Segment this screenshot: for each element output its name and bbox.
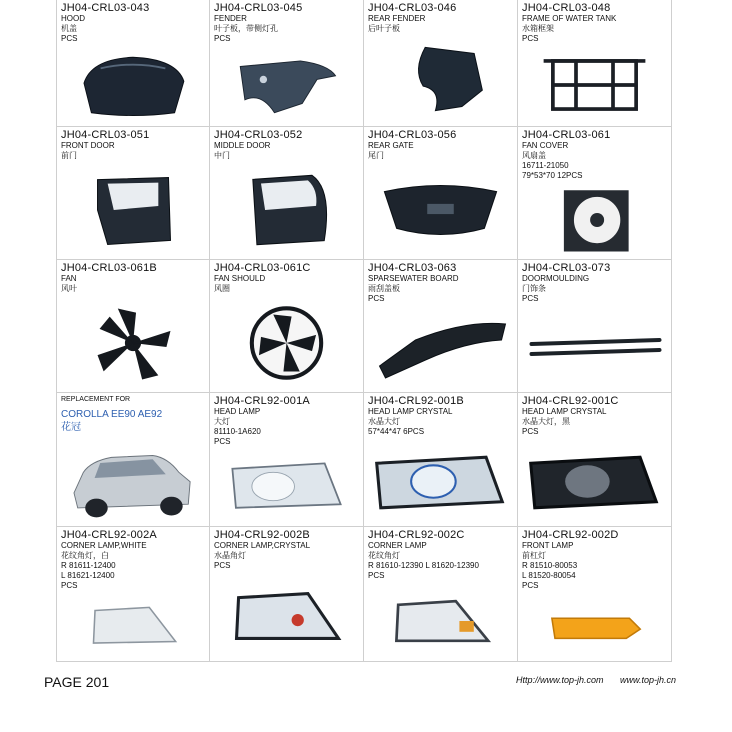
- part-detail: PCS: [61, 34, 78, 43]
- middle-door-icon: [210, 165, 363, 255]
- part-detail: PCS: [214, 561, 231, 570]
- part-detail: 水晶大灯，黑: [522, 417, 570, 426]
- fender-icon: [210, 48, 363, 122]
- head-lamp-black-icon: [518, 441, 671, 522]
- part-detail: 门饰条: [522, 284, 546, 293]
- part-detail: L 81520-80054: [522, 571, 576, 580]
- catalog-cell: [210, 527, 364, 662]
- website-url-cn[interactable]: www.top-jh.cn: [620, 675, 677, 685]
- catalog-cell: [56, 0, 210, 127]
- part-code: JH04-CRL92-001A: [214, 395, 310, 407]
- catalog-cell: [210, 0, 364, 127]
- model-name: COROLLA EE90 AE92: [61, 409, 163, 420]
- front-door-icon: [57, 165, 209, 255]
- part-detail: HEAD LAMP CRYSTAL: [368, 407, 453, 416]
- corner-lamp-icon: [364, 585, 517, 657]
- part-code: JH04-CRL03-045: [214, 2, 303, 14]
- catalog-cell: [210, 127, 364, 260]
- part-detail: FENDER: [214, 14, 247, 23]
- part-detail: PCS: [522, 581, 539, 590]
- rear-fender-icon: [364, 38, 517, 122]
- catalog-cell: [210, 260, 364, 393]
- part-detail: REAR GATE: [368, 141, 414, 150]
- fan-cover-icon: [518, 185, 671, 255]
- part-detail: 雨刮盖板: [368, 284, 400, 293]
- part-detail: 后叶子板: [368, 24, 400, 33]
- catalog-cell: [518, 0, 672, 127]
- part-code: JH04-CRL03-073: [522, 262, 611, 274]
- part-detail: PCS: [522, 294, 539, 303]
- corner-lamp-crystal-icon: [210, 575, 363, 657]
- part-detail: L 81621-12400: [61, 571, 115, 580]
- catalog-cell: [364, 527, 518, 662]
- corolla-car-icon: [57, 433, 209, 522]
- replacement-label: REPLACEMENT FOR: [61, 396, 131, 403]
- part-detail: R 81611-12400: [61, 561, 116, 570]
- part-detail: 水晶大灯: [368, 417, 400, 426]
- part-code: JH04-CRL03-056: [368, 129, 457, 141]
- part-code: JH04-CRL03-063: [368, 262, 457, 274]
- part-code: JH04-CRL03-048: [522, 2, 611, 14]
- catalog-cell: [518, 127, 672, 260]
- part-code: JH04-CRL92-002A: [61, 529, 157, 541]
- part-code: JH04-CRL92-001B: [368, 395, 464, 407]
- corner-lamp-white-icon: [57, 595, 209, 657]
- head-lamp-icon: [210, 451, 363, 522]
- part-detail: HEAD LAMP: [214, 407, 261, 416]
- part-detail: 前门: [61, 151, 77, 160]
- hood-icon: [57, 48, 209, 122]
- catalog-cell: [364, 393, 518, 527]
- catalog-cell: [518, 393, 672, 527]
- part-detail: R 81510-80053: [522, 561, 578, 570]
- part-detail: CORNER LAMP,CRYSTAL: [214, 541, 311, 550]
- part-code: JH04-CRL03-046: [368, 2, 457, 14]
- part-detail: CORNER LAMP,WHITE: [61, 541, 147, 550]
- part-detail: 机盖: [61, 24, 77, 33]
- catalog-cell: [210, 393, 364, 527]
- part-detail: CORNER LAMP: [368, 541, 427, 550]
- part-detail: 水箱框架: [522, 24, 554, 33]
- part-detail: FRONT DOOR: [61, 141, 115, 150]
- catalog-cell: [518, 527, 672, 662]
- catalog-cell: [364, 127, 518, 260]
- part-detail: 风扇盖: [522, 151, 546, 160]
- part-detail: PCS: [522, 427, 539, 436]
- part-detail: 16711-21050: [522, 161, 569, 170]
- part-detail: 81110-1A620: [214, 427, 261, 436]
- part-detail: 风叶: [61, 284, 77, 293]
- model-name-cn: 花冠: [61, 422, 81, 433]
- part-code: JH04-CRL03-061: [522, 129, 611, 141]
- part-detail: DOORMOULDING: [522, 274, 590, 283]
- part-detail: R 81610-12390 L 81620-12390: [368, 561, 479, 570]
- part-detail: 叶子板，带侧灯孔: [214, 24, 278, 33]
- part-detail: HEAD LAMP CRYSTAL: [522, 407, 607, 416]
- part-detail: PCS: [214, 437, 231, 446]
- page-number: PAGE 201: [44, 674, 110, 690]
- part-detail: REAR FENDER: [368, 14, 426, 23]
- part-code: JH04-CRL03-051: [61, 129, 150, 141]
- part-detail: PCS: [214, 34, 231, 43]
- part-detail: 风圈: [214, 284, 230, 293]
- radiator-frame-icon: [518, 48, 671, 122]
- catalog-cell: [364, 0, 518, 127]
- part-code: JH04-CRL03-043: [61, 2, 150, 14]
- rear-gate-icon: [364, 165, 517, 255]
- part-code: JH04-CRL92-001C: [522, 395, 619, 407]
- part-detail: FRAME OF WATER TANK: [522, 14, 617, 23]
- catalog-cell: [56, 393, 210, 527]
- fan-blade-icon: [57, 298, 209, 388]
- part-detail: 前杠灯: [522, 551, 546, 560]
- catalog-cell: [56, 527, 210, 662]
- door-moulding-icon: [518, 308, 671, 388]
- front-bumper-lamp-icon: [518, 595, 671, 657]
- part-detail: 中门: [214, 151, 230, 160]
- part-detail: MIDDLE DOOR: [214, 141, 271, 150]
- part-detail: 花纹角灯，白: [61, 551, 109, 560]
- part-code: JH04-CRL92-002B: [214, 529, 310, 541]
- part-detail: HOOD: [61, 14, 85, 23]
- catalog-cell: [518, 260, 672, 393]
- part-code: JH04-CRL03-061B: [61, 262, 157, 274]
- part-code: JH04-CRL92-002D: [522, 529, 619, 541]
- part-code: JH04-CRL03-061C: [214, 262, 311, 274]
- part-detail: FAN COVER: [522, 141, 569, 150]
- part-detail: 花纹角灯: [368, 551, 400, 560]
- part-detail: PCS: [368, 571, 385, 580]
- part-detail: FAN: [61, 274, 77, 283]
- part-detail: 79*53*70 12PCS: [522, 171, 583, 180]
- part-detail: FAN SHOULD: [214, 274, 266, 283]
- part-code: JH04-CRL03-052: [214, 129, 303, 141]
- part-detail: PCS: [61, 581, 78, 590]
- catalog-cell: [56, 260, 210, 393]
- part-detail: 水晶角灯: [214, 551, 246, 560]
- part-detail: PCS: [368, 294, 385, 303]
- website-url[interactable]: Http://www.top-jh.com: [516, 675, 604, 685]
- part-detail: 尾门: [368, 151, 384, 160]
- part-detail: PCS: [522, 34, 539, 43]
- parts-catalog-grid: [56, 0, 674, 664]
- part-detail: FRONT LAMP: [522, 541, 574, 550]
- fan-shroud-icon: [210, 298, 363, 388]
- part-detail: SPARSEWATER BOARD: [368, 274, 459, 283]
- cowl-panel-icon: [364, 308, 517, 388]
- head-lamp-crystal-icon: [364, 441, 517, 522]
- part-detail: 57*44*47 6PCS: [368, 427, 425, 436]
- part-code: JH04-CRL92-002C: [368, 529, 465, 541]
- catalog-cell: [364, 260, 518, 393]
- catalog-cell: [56, 127, 210, 260]
- part-detail: 大灯: [214, 417, 230, 426]
